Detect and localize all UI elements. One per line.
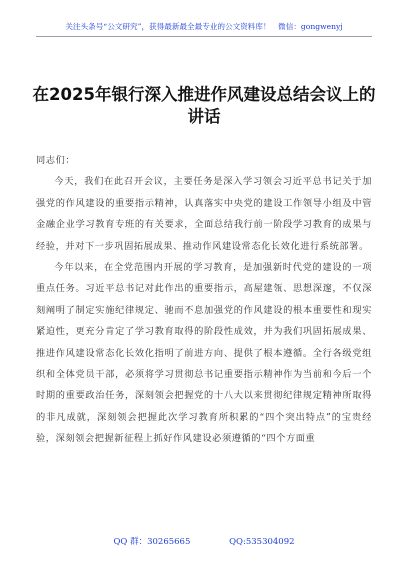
footer-contact <box>0 535 408 547</box>
footer-qq: QQ:535304092 <box>229 537 295 547</box>
promo-banner: 关注头条号“公文研究”，获得最新最全最专业的公文资料库！ 微信：gongwenyj <box>65 22 343 31</box>
paragraph-2: 今年以来，在全党范围内开展的学习教育，是加强新时代党的建设的一项重点任务。习近平总书记对此作出的重要指示，高屋建瓴、思想深邃，不仅深刻阐明了制定实施纪律规定、驰而不息加强党的作风建设的根本重要性和现实紧迫性，更充分肯定了学习教育取得的阶段性成效，并为我们巩固拓展成果、推进作风建设常态化长效化指明了前进方向、提供了根本遵循。全行各级党组织和全体党员干部，必须将学习贯彻总书记重要指示精神作为当前和今后一个时期的重要政治任务，深刻领会把握党的十八大以来贯彻纪律规定精神所取得的非凡成就，深刻领会把握此次学习教育所积累的“四个突出特点”的宝贵经验，深刻领会把握新征程上抓好作风建设必须遵循的“四个方面重 <box>36 262 372 445</box>
footer-qq-group: QQ 群：30265665 <box>113 537 191 547</box>
greeting: 同志们： <box>36 155 76 166</box>
document-title: 在2025年银行深入推进作风建设总结会议上的讲话 <box>32 85 376 126</box>
paragraph-1: 今天，我们在此召开会议，主要任务是深入学习领会习近平总书记关于加强党的作风建设的重要指示精神，认真落实中央党的建设工作领导小组及中管金融企业学习教育专班的有关要求，全面总结我行前一阶段学习教育的成果与经验，并对下一步巩固拓展成果、推动作风建设常态化长效化进行系统部署。 <box>36 176 372 252</box>
document-body <box>36 150 372 450</box>
header-divider <box>36 36 372 37</box>
